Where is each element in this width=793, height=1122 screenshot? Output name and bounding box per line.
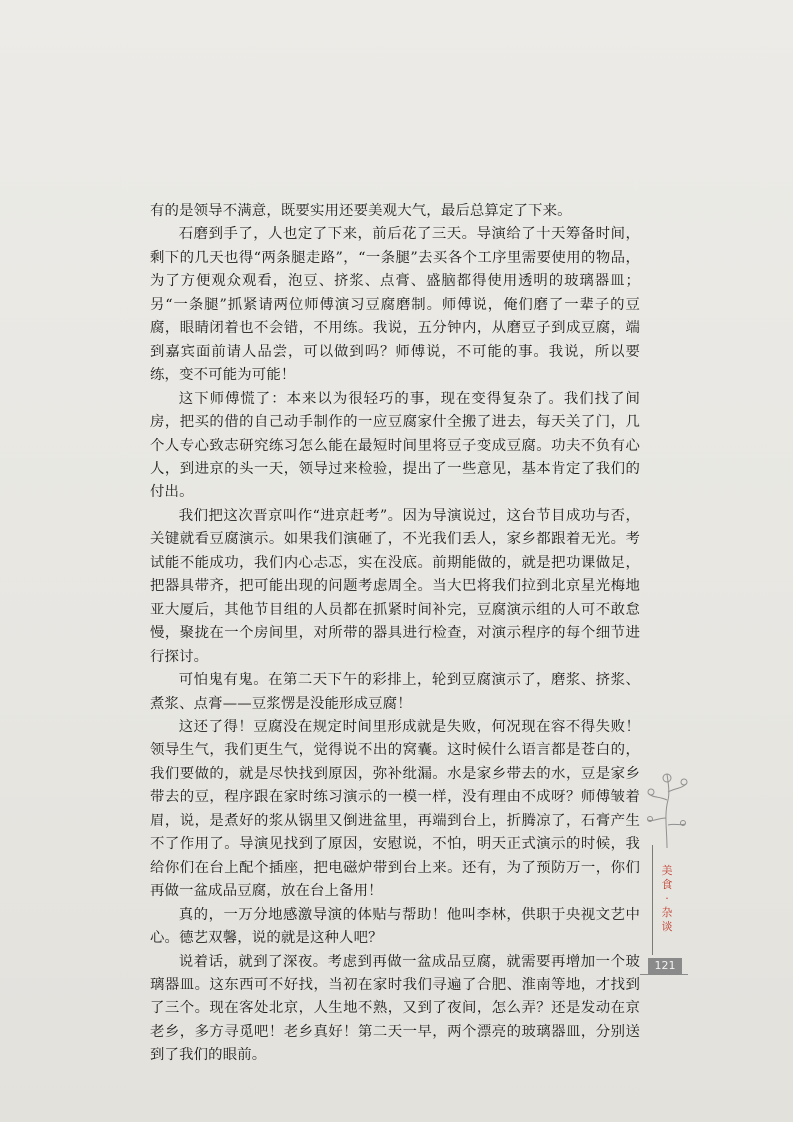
section-label [657, 864, 677, 934]
paragraph: 我们把这次晋京叫作“进京赶考”。因为导演说过，这台节目成功与否，关键就看豆腐演示。如果我们演砸了，不光我们丢人，家乡都跟着无光。考试能不能成功，我们内心忐忑，实在没底。前期能做的，就是把功课做足，把器具带齐，把可能出现的问题考虑周全。当大巴将我们拉到北京星光梅地亚大厦后，其他节目组的人员都在抓紧时间补完，豆腐演示组的人可不敢怠慢，聚拢在一个房间里，对所带的器具进行检查，对演示程序的每个细节进行探讨。 [150, 507, 640, 665]
floral-ornament-icon [644, 770, 690, 850]
section-label-line2: 杂谈 [661, 906, 673, 933]
side-divider [652, 845, 653, 955]
paragraph: 可怕鬼有鬼。在第二天下午的彩排上，轮到豆腐演示了，磨浆、挤浆、煮浆、点膏——豆浆愣是没能形成豆腐！ [150, 672, 640, 712]
paragraph: 真的，一万分地感激导演的体贴与帮助！他叫李林，供职于央视文艺中心。德艺双馨，说的就是这种人吧？ [150, 906, 640, 947]
page-number-rule [640, 974, 688, 975]
section-label-line1: 美食 [661, 864, 673, 891]
body-text [150, 200, 640, 1068]
paragraph: 说着话，就到了深夜。考虑到再做一盆成品豆腐，就需要再增加一个玻璃器皿。这东西可不好找，当初在家时我们寻遍了合肥、淮南等地，才找到了三个。现在客处北京，人生地不熟，又到了夜间，怎么弄？还是发动在京老乡，多方寻觅吧！老乡真好！第二天一早，两个漂亮的玻璃器皿，分别送到了我们的眼前。 [150, 953, 640, 1064]
paragraph: 有的是领导不满意，既要实用还要美观大气，最后总算定了下来。 [150, 203, 572, 219]
paragraph: 这下师傅慌了：本来以为很轻巧的事，现在变得复杂了。我们找了间房，把买的借的自己动手制作的一应豆腐家什全搬了进去，每天关了门，几个人专心致志研究练习怎么能在最短时间里将豆子变成豆腐。功夫不负有心人，到进京的头一天，领导过来检验，提出了一些意见，基本肯定了我们的付出。 [150, 390, 640, 501]
section-label-separator: · [665, 892, 669, 905]
paragraph: 这还了得！豆腐没在规定时间里形成就是失败，何况现在容不得失败！领导生气，我们更生气，觉得说不出的窝囊。这时候什么语言都是苍白的，我们要做的，就是尽快找到原因，弥补纰漏。水是家乡带去的水，豆是家乡带去的豆，程序跟在家时练习演示的一模一样，没有理由不成呀？师傅皱着眉，说，是煮好的浆从锅里又倒进盆里，再端到台上，折腾凉了，石膏产生不了作用了。导演见找到了原因，安慰说，不怕，明天正式演示的时候，我给你们在台上配个插座，把电磁炉带到台上来。还有，为了预防万一，你们再做一盆成品豆腐，放在台上备用！ [150, 718, 640, 900]
page-number: 121 [648, 958, 682, 974]
paragraph: 石磨到手了，人也定了下来，前后花了三天。导演给了十天筹备时间，剩下的几天也得“两条腿走路”，“一条腿”去买各个工序里需要使用的物品，为了方便观众观看，泡豆、挤浆、点膏、盛脑都得使用透明的玻璃器皿；另“一条腿”抓紧请两位师傅演习豆腐磨制。师傅说，俺们磨了一辈子的豆腐，眼睛闭着也不会错，不用练。我说，五分钟内，从磨豆子到成豆腐，端到嘉宾面前请人品尝，可以做到吗？师傅说，不可能的事。我说，所以要练，变不可能为可能！ [150, 226, 640, 384]
